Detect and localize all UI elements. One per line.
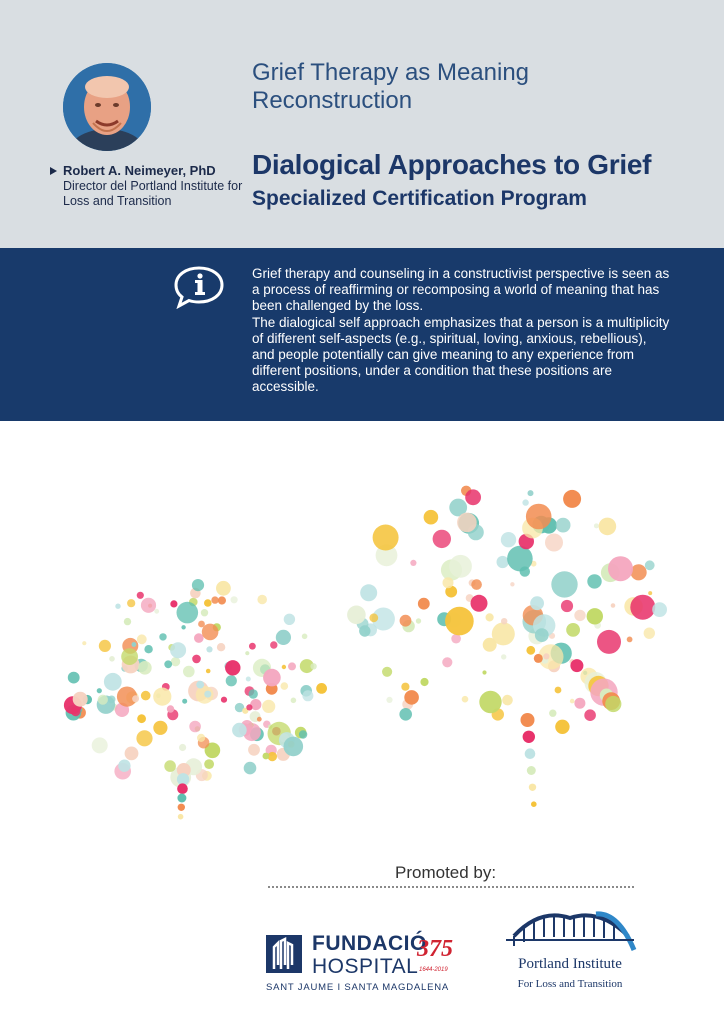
decorative-dot bbox=[137, 714, 146, 723]
decorative-dot bbox=[611, 603, 616, 608]
decorative-dot bbox=[360, 584, 377, 601]
decorative-dot bbox=[399, 708, 412, 721]
decorative-dot bbox=[202, 624, 219, 641]
decorative-dot bbox=[167, 705, 174, 712]
decorative-dot bbox=[232, 723, 247, 738]
decorative-dot bbox=[245, 651, 249, 655]
decorative-dot bbox=[535, 628, 549, 642]
decorative-dot bbox=[182, 699, 187, 704]
decorative-dot bbox=[644, 628, 655, 639]
decorative-dot bbox=[570, 659, 583, 672]
decorative-dot bbox=[141, 691, 151, 701]
description-band bbox=[0, 248, 724, 421]
decorative-dot bbox=[206, 646, 212, 652]
fundacio-line3: SANT JAUME I SANTA MAGDALENA bbox=[266, 982, 450, 993]
decorative-dot bbox=[652, 602, 667, 617]
description-paragraph-1: Grief therapy and counseling in a constructivist perspective is seen as a process of reaffirming or recomposing a world of meaning that has been challenged by the loss. bbox=[252, 266, 670, 314]
author-name: Robert A. Neimeyer, PhD bbox=[50, 163, 250, 179]
decorative-dot bbox=[263, 753, 270, 760]
dotted-divider bbox=[268, 886, 634, 888]
decorative-dot bbox=[471, 595, 488, 612]
decorative-dot bbox=[465, 489, 481, 505]
decorative-dot bbox=[522, 499, 528, 505]
info-speech-bubble-icon bbox=[173, 265, 225, 309]
decorative-dot bbox=[627, 637, 633, 643]
decorative-dot bbox=[177, 602, 199, 624]
author-role: Director del Portland Institute for Loss and Transition bbox=[63, 179, 243, 208]
decorative-dot bbox=[443, 577, 454, 588]
author-block bbox=[50, 163, 250, 209]
decorative-dot bbox=[373, 525, 399, 551]
decorative-dot bbox=[218, 596, 226, 604]
decorative-dot bbox=[401, 683, 409, 691]
decorative-dot bbox=[433, 530, 451, 548]
decorative-dot bbox=[177, 794, 186, 803]
decorative-dot bbox=[584, 709, 596, 721]
decorative-dot bbox=[124, 618, 131, 625]
decorative-dot bbox=[201, 609, 208, 616]
series-title: Grief Therapy as Meaning Reconstruction bbox=[252, 59, 530, 114]
decorative-dot bbox=[104, 673, 122, 691]
decorative-dot bbox=[316, 683, 327, 694]
decorative-dot bbox=[410, 560, 416, 566]
decorative-dot bbox=[281, 682, 289, 690]
decorative-dot bbox=[359, 625, 370, 636]
decorative-dot bbox=[502, 695, 513, 706]
decorative-dot bbox=[510, 582, 514, 586]
decorative-dot bbox=[457, 513, 477, 533]
decorative-dot bbox=[99, 640, 111, 652]
description-paragraph-2: The dialogical self approach emphasizes that a person is a multiplicity of different self-aspects (e.g., spiritual, loving, anxious, rebellious), and people potentially can give meaning to any experience from different positions, under a condition that these positions are accessible. bbox=[252, 314, 670, 395]
decorative-dot bbox=[442, 657, 452, 667]
decorative-dot bbox=[645, 560, 655, 570]
decorative-dot bbox=[523, 731, 535, 743]
decorative-dot bbox=[225, 660, 240, 675]
fundacio-hospital-logo bbox=[266, 930, 476, 1000]
decorative-dot bbox=[282, 665, 286, 669]
decorative-dot bbox=[288, 662, 296, 670]
decorative-dot bbox=[246, 704, 252, 710]
decorative-dot bbox=[462, 696, 469, 703]
portland-subtitle: For Loss and Transition bbox=[517, 978, 623, 990]
decorative-dot bbox=[648, 591, 652, 595]
decorative-dot bbox=[178, 814, 184, 820]
decorative-dot bbox=[246, 677, 251, 682]
decorative-dot bbox=[369, 613, 378, 622]
decorative-dot bbox=[543, 653, 549, 659]
decorative-dot bbox=[159, 633, 166, 640]
decorative-dot bbox=[204, 759, 214, 769]
avatar bbox=[63, 63, 151, 151]
decorative-dot bbox=[92, 737, 108, 753]
decorative-dot bbox=[631, 564, 647, 580]
decorative-dot bbox=[299, 730, 307, 738]
decorative-dot bbox=[302, 690, 313, 701]
page-title: Dialogical Approaches to Grief bbox=[252, 149, 652, 180]
decorative-dot bbox=[204, 599, 212, 607]
portland-name: Portland Institute bbox=[518, 956, 622, 972]
decorative-dot bbox=[400, 615, 412, 627]
decorative-dot bbox=[178, 804, 185, 811]
decorative-dot bbox=[597, 630, 621, 654]
decorative-dot bbox=[530, 596, 544, 610]
decorative-dot bbox=[262, 700, 275, 713]
decorative-dot bbox=[154, 609, 159, 614]
decorative-dot bbox=[418, 598, 430, 610]
decorative-dot bbox=[164, 760, 176, 772]
decorative-dot bbox=[118, 760, 130, 772]
decorative-dot bbox=[137, 634, 147, 644]
decorative-dot bbox=[449, 555, 472, 578]
decorative-dot bbox=[479, 691, 501, 713]
header-section bbox=[0, 0, 724, 248]
decorative-dot bbox=[599, 518, 617, 536]
decorative-dot bbox=[136, 730, 152, 746]
decorative-dot bbox=[248, 744, 260, 756]
decorative-dot bbox=[257, 717, 262, 722]
fundacio-line2: HOSPITAL bbox=[312, 955, 419, 978]
decorative-dot bbox=[521, 713, 535, 727]
decorative-dot bbox=[587, 608, 603, 624]
decorative-dot bbox=[164, 660, 172, 668]
decorative-dot bbox=[556, 518, 571, 533]
decorative-dot bbox=[183, 666, 195, 678]
decorative-dot bbox=[483, 638, 497, 652]
decorative-dot bbox=[529, 784, 536, 791]
decorative-dot bbox=[217, 643, 225, 651]
decorative-dot bbox=[404, 690, 419, 705]
decorative-dot bbox=[526, 504, 552, 530]
decorative-dot bbox=[68, 672, 80, 684]
decorative-dot bbox=[561, 600, 573, 612]
decorative-dot bbox=[231, 596, 238, 603]
decorative-dot bbox=[125, 747, 139, 761]
decorative-dot bbox=[549, 710, 556, 717]
decorative-dot bbox=[127, 599, 135, 607]
decorative-dot bbox=[526, 646, 535, 655]
decorative-dot bbox=[424, 510, 439, 525]
decorative-dot bbox=[501, 654, 506, 659]
decorative-dot bbox=[132, 642, 137, 647]
decorative-dot bbox=[445, 607, 474, 636]
decorative-dot bbox=[97, 688, 102, 693]
decorative-dot bbox=[249, 643, 256, 650]
decorative-dot bbox=[170, 642, 186, 658]
decorative-dot bbox=[194, 633, 204, 643]
anniversary-number: 375 bbox=[417, 936, 453, 962]
decorative-dot bbox=[73, 692, 88, 707]
decorative-dot bbox=[386, 697, 392, 703]
decorative-dot bbox=[71, 706, 81, 716]
decorative-dot bbox=[416, 618, 421, 623]
decorative-dot bbox=[566, 623, 580, 637]
decorative-dot bbox=[284, 614, 295, 625]
decorative-dot bbox=[109, 656, 115, 662]
decorative-dot bbox=[170, 600, 177, 607]
decorative-dot bbox=[198, 621, 205, 628]
decorative-dot bbox=[153, 721, 167, 735]
decorative-dot bbox=[211, 596, 218, 603]
decorative-dot bbox=[137, 592, 144, 599]
decorative-dot bbox=[141, 598, 156, 613]
decorative-dot bbox=[263, 669, 281, 687]
decorative-dot bbox=[501, 532, 516, 547]
decorative-dot bbox=[108, 696, 116, 704]
decorative-dot bbox=[527, 766, 536, 775]
decorative-dot bbox=[181, 625, 185, 629]
decorative-dot bbox=[196, 681, 204, 689]
decorative-dot bbox=[302, 634, 308, 640]
portland-institute-logo bbox=[500, 906, 640, 996]
decorative-dot bbox=[531, 801, 537, 807]
decorative-dot bbox=[192, 579, 204, 591]
decorative-dot bbox=[226, 675, 237, 686]
decorative-dot bbox=[482, 670, 486, 674]
decorative-dot bbox=[420, 678, 428, 686]
decorative-dot bbox=[206, 669, 211, 674]
decorative-dot bbox=[587, 574, 601, 588]
decorative-dot bbox=[528, 490, 534, 496]
decorative-dot bbox=[171, 657, 180, 666]
decorative-dot bbox=[179, 744, 186, 751]
decorative-dot bbox=[82, 641, 86, 645]
decorative-dot bbox=[153, 688, 171, 706]
decorative-dot bbox=[534, 654, 543, 663]
decorative-dot bbox=[310, 663, 316, 669]
portland-bridge-icon bbox=[500, 906, 640, 954]
decorative-dot bbox=[563, 490, 581, 508]
decorative-dot bbox=[605, 696, 621, 712]
decorative-dot bbox=[555, 687, 562, 694]
decorative-dot bbox=[257, 595, 267, 605]
decorative-dot bbox=[525, 748, 536, 759]
decorative-dot bbox=[276, 630, 291, 645]
promoted-by-label: Promoted by: bbox=[395, 863, 497, 882]
decorative-dot bbox=[382, 667, 392, 677]
decorative-dot bbox=[608, 556, 633, 581]
decorative-dot bbox=[570, 699, 575, 704]
decorative-dot bbox=[244, 762, 257, 775]
fundacio-hands-icon bbox=[266, 935, 302, 973]
page-subtitle: Specialized Certification Program bbox=[252, 187, 587, 210]
decorative-dot bbox=[189, 721, 201, 733]
decorative-dot bbox=[221, 697, 227, 703]
decorative-dot bbox=[216, 581, 231, 596]
decorative-dot bbox=[501, 618, 507, 624]
decorative-dot bbox=[630, 595, 655, 620]
decorative-dot bbox=[486, 613, 494, 621]
decorative-dot bbox=[574, 698, 585, 709]
decorative-dot bbox=[574, 610, 585, 621]
decorative-dot bbox=[347, 606, 366, 625]
decorative-dot bbox=[204, 691, 211, 698]
description-text bbox=[252, 266, 672, 396]
decorative-dot bbox=[121, 648, 138, 665]
decorative-dot bbox=[497, 556, 509, 568]
decorative-dot bbox=[192, 655, 201, 664]
decorative-dot bbox=[249, 689, 258, 698]
decorative-dot bbox=[555, 720, 569, 734]
decorative-dot bbox=[291, 698, 297, 704]
decorative-dot bbox=[545, 534, 563, 552]
decorative-dot bbox=[138, 661, 152, 675]
decorative-dot bbox=[132, 695, 139, 702]
decorative-dot bbox=[471, 579, 482, 590]
decorative-dot bbox=[551, 571, 577, 597]
decorative-dot bbox=[507, 546, 533, 572]
fundacio-line1: FUNDACIÓ bbox=[312, 932, 427, 955]
decorative-dot bbox=[177, 783, 188, 794]
anniversary-years: 1644-2019 bbox=[419, 967, 448, 973]
decorative-dot bbox=[594, 523, 599, 528]
speech-bubbles-illustration bbox=[0, 421, 724, 841]
decorative-dot bbox=[115, 604, 120, 609]
decorative-dot bbox=[144, 645, 152, 653]
decorative-dot bbox=[98, 695, 108, 705]
decorative-dot bbox=[270, 641, 277, 648]
decorative-dot bbox=[284, 737, 304, 757]
decorative-dot bbox=[197, 734, 205, 742]
